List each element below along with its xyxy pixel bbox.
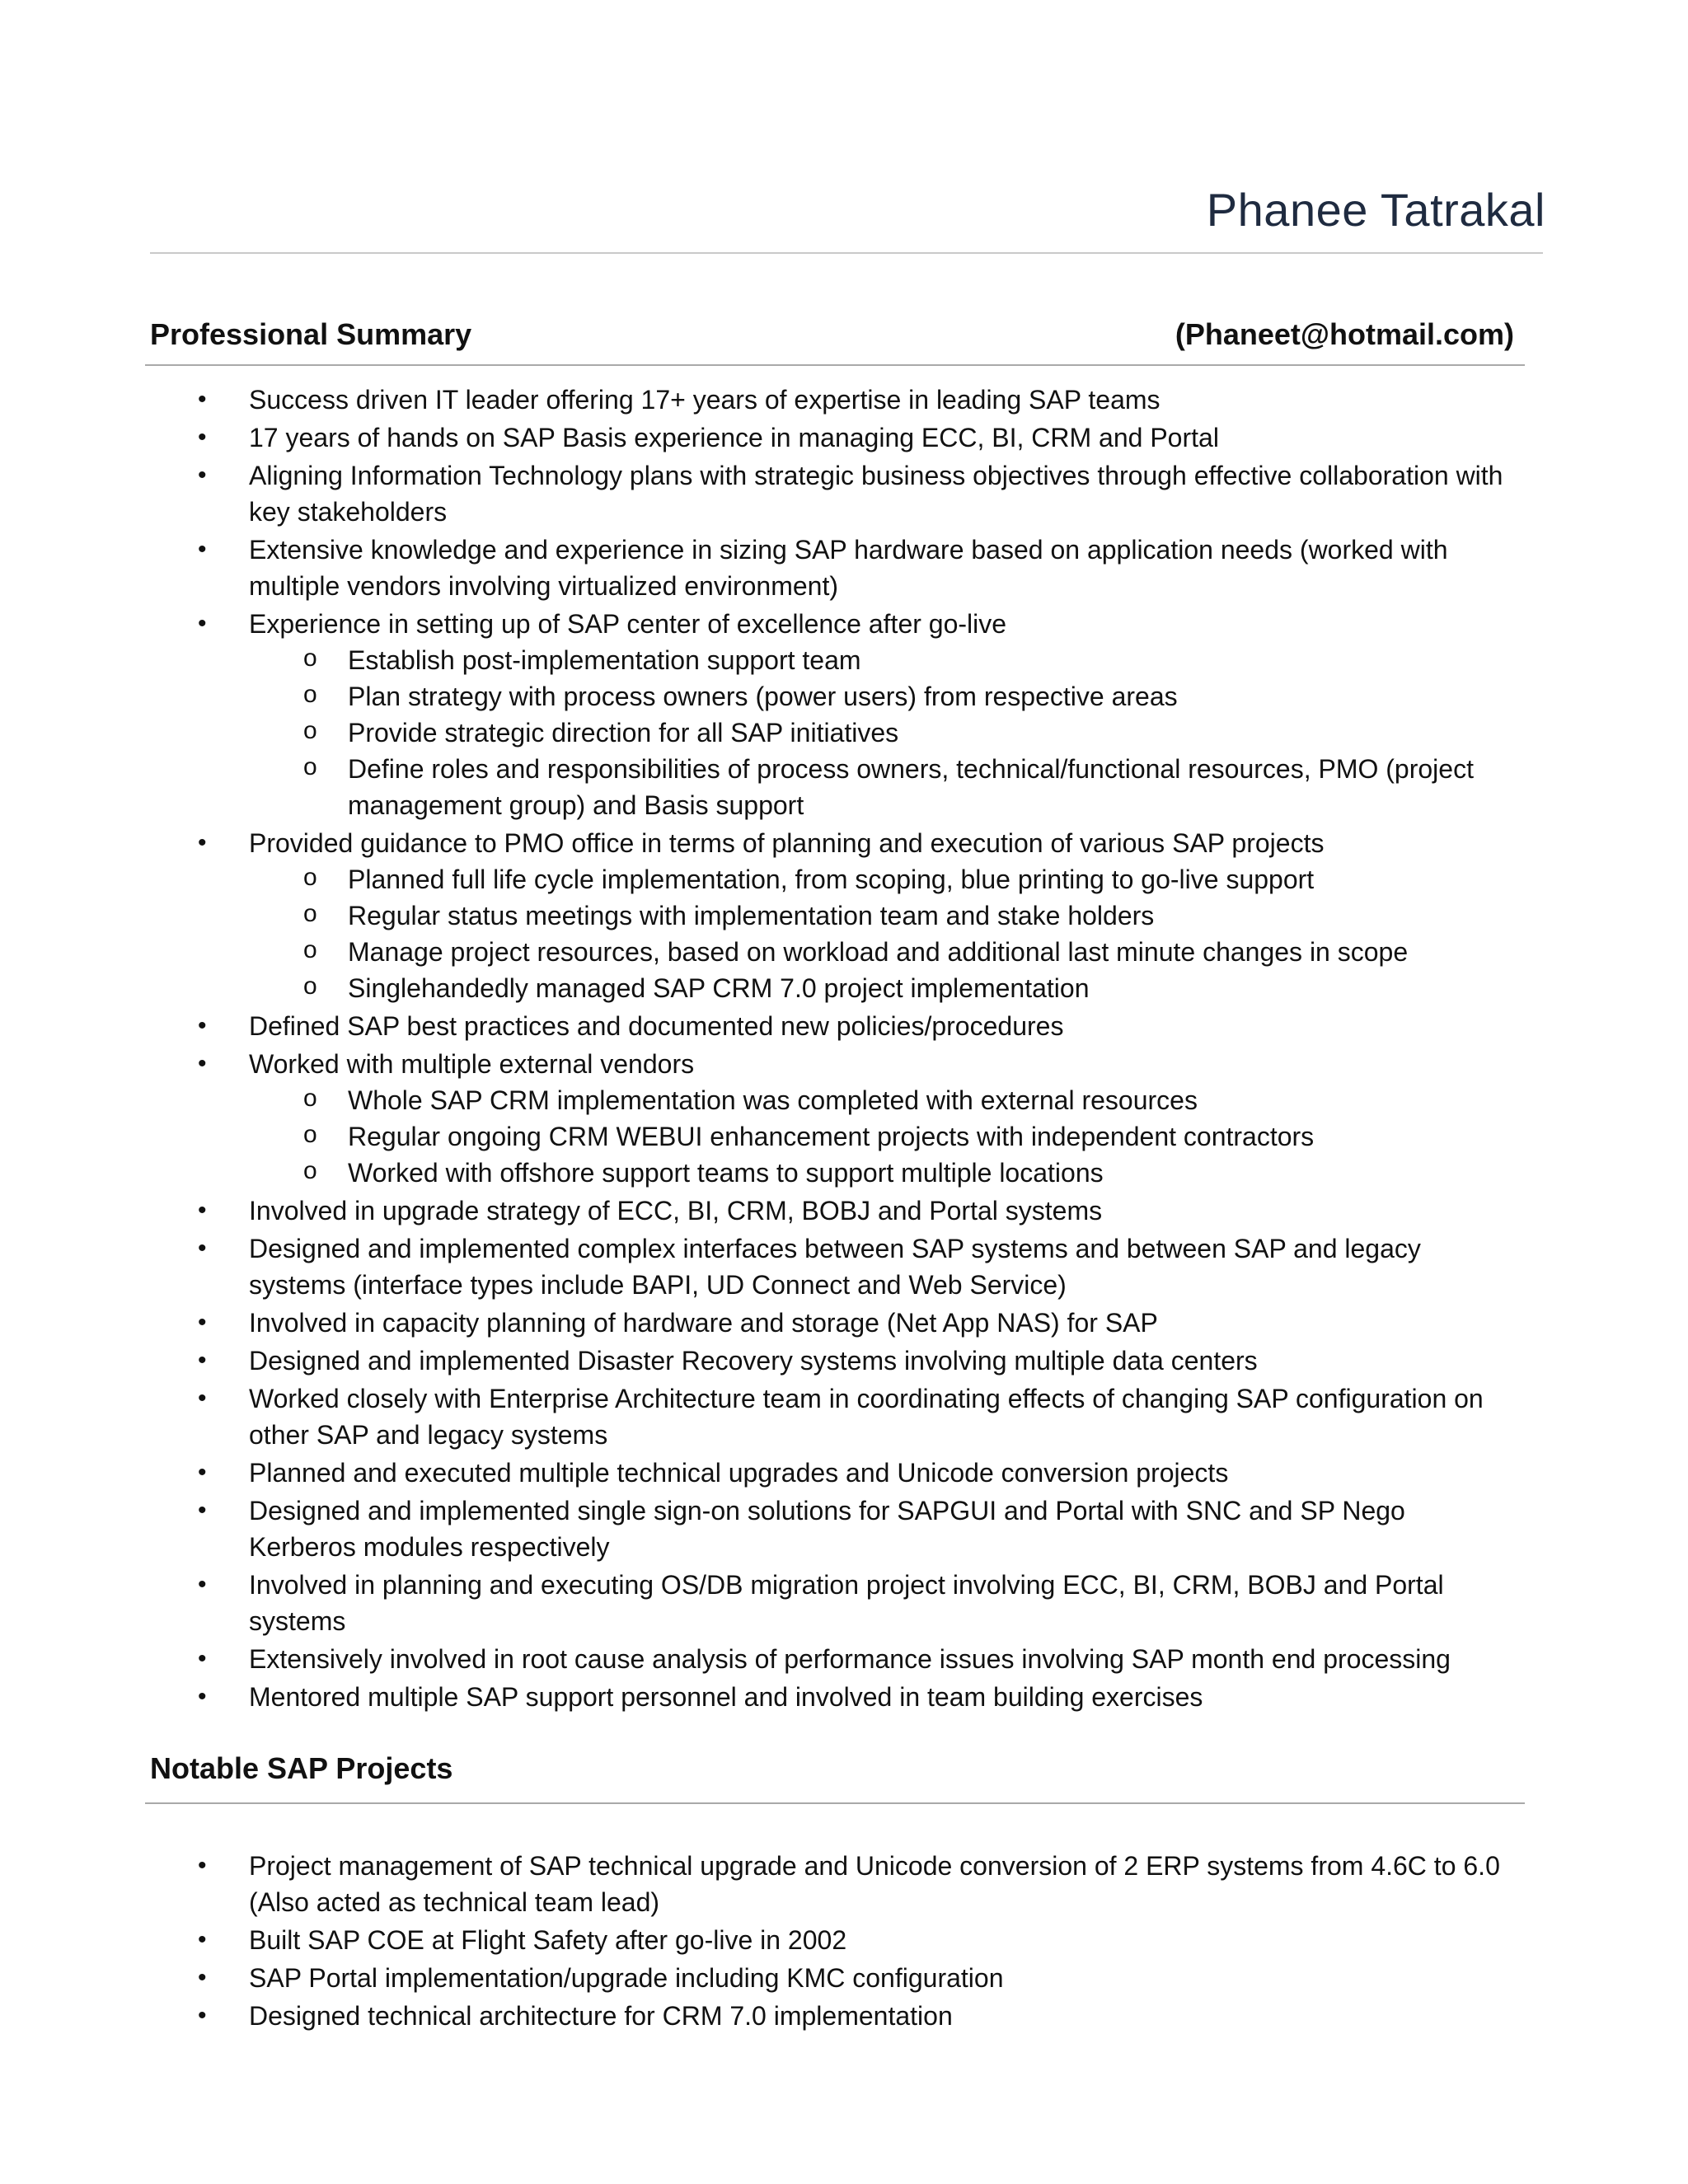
bullet-text: Aligning Information Technology plans with strategic business objectives through effective collaboration with key stakeholders: [249, 461, 1503, 527]
bullet-item: [0, 1343, 1518, 1379]
bullet-text: Defined SAP best practices and documented new policies/procedures: [249, 1011, 1064, 1041]
sub-bullet-icon: o: [303, 753, 317, 780]
bullet-text: Designed technical architecture for CRM 7.0 implementation: [249, 2001, 953, 2031]
sub-bullet-icon: o: [303, 644, 317, 672]
bullet-item: [0, 532, 1518, 604]
bullet-item: [0, 457, 1518, 530]
sub-bullet-item: [303, 934, 1535, 970]
bullet-text: Worked with multiple external vendors: [249, 1049, 695, 1079]
bullet-text: Designed and implemented complex interfaces between SAP systems and between SAP and legacy systems (interface types include BAPI, UD Connect and Web Service): [249, 1234, 1421, 1300]
bullet-icon: •: [198, 1852, 207, 1879]
bullet-icon: •: [198, 386, 207, 413]
bullet-icon: •: [198, 1683, 207, 1710]
bullet-icon: •: [198, 829, 207, 856]
bullet-icon: •: [198, 1459, 207, 1486]
bullet-text: Extensively involved in root cause analysis of performance issues involving SAP month end processing: [249, 1644, 1451, 1674]
projects-list: [0, 1848, 1688, 2034]
sub-bullet-text: Plan strategy with process owners (power users) from respective areas: [348, 682, 1178, 711]
sub-list: [249, 861, 1518, 1006]
summary-list: [0, 382, 1688, 1715]
bullet-text: Involved in upgrade strategy of ECC, BI, CRM, BOBJ and Portal systems: [249, 1196, 1103, 1226]
bullet-item: [0, 1305, 1518, 1341]
sub-bullet-text: Define roles and responsibilities of process owners, technical/functional resources, PMO (project management group) and Basis support: [348, 754, 1474, 820]
bullet-item: [0, 1455, 1518, 1491]
summary-divider: [145, 364, 1525, 366]
bullet-item: [0, 1230, 1518, 1303]
projects-divider: [145, 1802, 1525, 1804]
sub-bullet-text: Planned full life cycle implementation, from scoping, blue printing to go-live support: [348, 865, 1315, 894]
sub-bullet-item: [303, 970, 1535, 1006]
sub-bullet-text: Establish post-implementation support team: [348, 645, 861, 675]
bullet-icon: •: [198, 1309, 207, 1336]
sub-list: [249, 642, 1518, 823]
sub-bullet-icon: o: [303, 717, 317, 744]
bullet-item: [0, 1008, 1518, 1044]
sub-bullet-text: Worked with offshore support teams to support multiple locations: [348, 1158, 1104, 1188]
bullet-text: Project management of SAP technical upgrade and Unicode conversion of 2 ERP systems from 4.6C to 6.0 (Also acted as technical team lead): [249, 1851, 1500, 1917]
bullet-icon: •: [198, 536, 207, 563]
sub-bullet-item: [303, 898, 1535, 934]
sub-bullet-text: Whole SAP CRM implementation was completed with external resources: [348, 1085, 1198, 1115]
section-heading-summary: Professional Summary: [150, 317, 472, 351]
bullet-icon: •: [198, 1012, 207, 1039]
bullet-icon: •: [198, 1385, 207, 1412]
sub-bullet-icon: o: [303, 1157, 317, 1184]
sub-bullet-text: Provide strategic direction for all SAP initiatives: [348, 718, 899, 748]
bullet-icon: •: [198, 462, 207, 489]
bullet-icon: •: [198, 1347, 207, 1374]
sub-bullet-item: [303, 715, 1535, 751]
bullet-icon: •: [198, 1497, 207, 1524]
sub-bullet-item: [303, 642, 1535, 678]
bullet-text: Provided guidance to PMO office in terms of planning and execution of various SAP projects: [249, 828, 1325, 858]
bullet-item: [0, 1960, 1518, 1996]
section-heading-projects: Notable SAP Projects: [150, 1751, 453, 1785]
sub-bullet-item: [303, 861, 1535, 898]
bullet-text: Involved in capacity planning of hardware and storage (Net App NAS) for SAP: [249, 1308, 1158, 1338]
bullet-icon: •: [198, 1964, 207, 1991]
sub-bullet-text: Regular status meetings with implementation team and stake holders: [348, 901, 1155, 930]
sub-list: [249, 1082, 1518, 1191]
bullet-item: [0, 1679, 1518, 1715]
bullet-text: Success driven IT leader offering 17+ years of expertise in leading SAP teams: [249, 385, 1160, 415]
bullet-text: Worked closely with Enterprise Architecture team in coordinating effects of changing SAP configuration on other SAP and legacy systems: [249, 1384, 1484, 1450]
bullet-text: Designed and implemented Disaster Recovery systems involving multiple data centers: [249, 1346, 1258, 1376]
sub-bullet-icon: o: [303, 936, 317, 963]
bullet-item: [0, 1922, 1518, 1958]
sub-bullet-text: Regular ongoing CRM WEBUI enhancement projects with independent contractors: [348, 1122, 1315, 1151]
bullet-icon: •: [198, 2002, 207, 2029]
header-divider: [150, 252, 1543, 254]
bullet-icon: •: [198, 1235, 207, 1262]
bullet-item: [0, 1567, 1518, 1639]
contact-email: (Phaneet@hotmail.com): [1175, 317, 1514, 351]
bullet-text: Experience in setting up of SAP center of excellence after go-live: [249, 609, 1007, 639]
bullet-item: [0, 1380, 1518, 1453]
bullet-item: [0, 419, 1518, 456]
sub-bullet-icon: o: [303, 1085, 317, 1112]
bullet-icon: •: [198, 424, 207, 451]
sub-bullet-item: [303, 751, 1535, 823]
bullet-text: Built SAP COE at Flight Safety after go-live in 2002: [249, 1925, 847, 1955]
sub-bullet-icon: o: [303, 864, 317, 891]
bullet-item: [0, 1998, 1518, 2034]
sub-bullet-icon: o: [303, 972, 317, 1000]
bullet-item: [0, 1641, 1518, 1677]
bullet-item: [0, 1046, 1518, 1191]
sub-bullet-item: [303, 678, 1535, 715]
sub-bullet-item: [303, 1082, 1535, 1118]
bullet-item: [0, 1193, 1518, 1229]
bullet-text: SAP Portal implementation/upgrade including KMC configuration: [249, 1963, 1004, 1993]
bullet-item: [0, 1493, 1518, 1565]
bullet-text: Designed and implemented single sign-on solutions for SAPGUI and Portal with SNC and SP Nego Kerberos modules respectively: [249, 1496, 1405, 1562]
bullet-icon: •: [198, 610, 207, 637]
sub-bullet-item: [303, 1118, 1535, 1155]
sub-bullet-icon: o: [303, 681, 317, 708]
sub-bullet-text: Singlehandedly managed SAP CRM 7.0 project implementation: [348, 973, 1090, 1003]
bullet-item: [0, 382, 1518, 418]
bullet-icon: •: [198, 1926, 207, 1953]
candidate-name: Phanee Tatrakal: [1206, 184, 1545, 236]
sub-bullet-icon: o: [303, 900, 317, 927]
bullet-icon: •: [198, 1050, 207, 1077]
bullet-text: 17 years of hands on SAP Basis experience in managing ECC, BI, CRM and Portal: [249, 423, 1219, 452]
bullet-item: [0, 825, 1518, 1006]
sub-bullet-text: Manage project resources, based on workload and additional last minute changes in scope: [348, 937, 1409, 967]
sub-bullet-icon: o: [303, 1121, 317, 1148]
bullet-text: Planned and executed multiple technical upgrades and Unicode conversion projects: [249, 1458, 1229, 1488]
sub-bullet-item: [303, 1155, 1535, 1191]
bullet-icon: •: [198, 1571, 207, 1598]
bullet-item: [0, 1848, 1518, 1920]
bullet-icon: •: [198, 1197, 207, 1224]
bullet-text: Mentored multiple SAP support personnel and involved in team building exercises: [249, 1682, 1203, 1712]
bullet-icon: •: [198, 1645, 207, 1672]
bullet-text: Extensive knowledge and experience in sizing SAP hardware based on application needs (worked with multiple vendors involving virtualized environment): [249, 535, 1448, 601]
bullet-item: [0, 606, 1518, 823]
bullet-text: Involved in planning and executing OS/DB migration project involving ECC, BI, CRM, BOBJ and Portal systems: [249, 1570, 1444, 1636]
